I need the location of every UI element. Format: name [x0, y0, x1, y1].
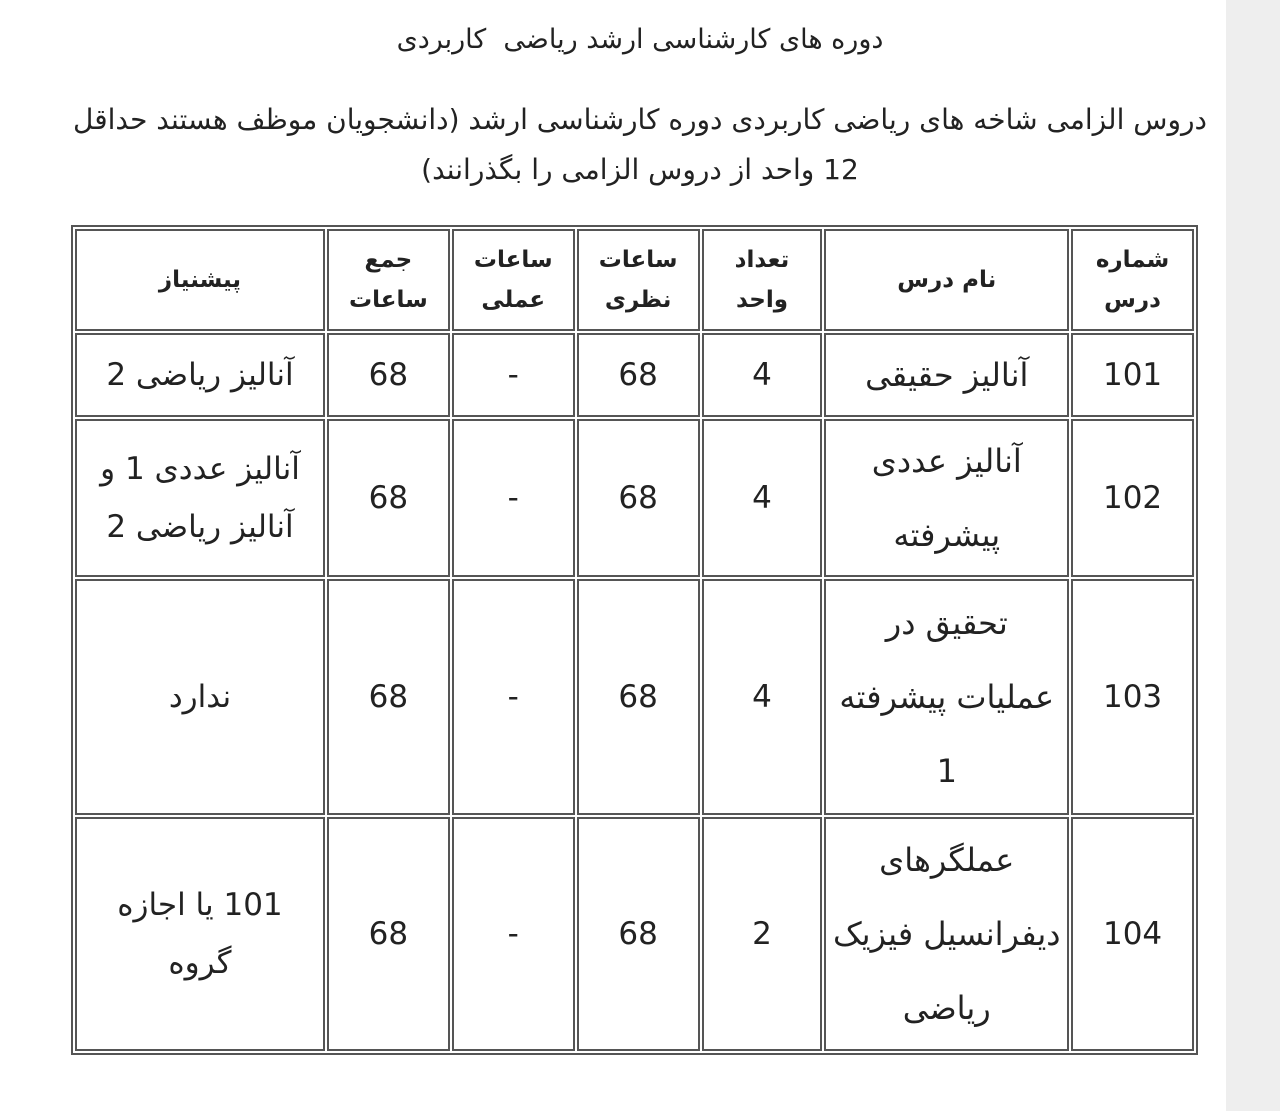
practical-hours-cell: - [452, 333, 575, 417]
header-prerequisite: پیشنیاز [75, 229, 325, 331]
header-total-hours: جمع ساعات [327, 229, 450, 331]
theory-hours-cell: 68 [577, 333, 700, 417]
header-units: تعداد واحد [702, 229, 823, 331]
course-name-cell: آنالیز حقیقی [824, 333, 1069, 417]
header-course-number: شماره درس [1071, 229, 1194, 331]
table-row [75, 817, 1194, 1051]
course-number-cell: 102 [1071, 419, 1194, 577]
scroll-margin-strip [1226, 0, 1280, 1111]
prerequisite-cell: آنالیز ریاضی 2 [75, 333, 325, 417]
header-practical-hours: ساعات عملی [452, 229, 575, 331]
theory-hours-cell: 68 [577, 817, 700, 1051]
theory-hours-cell: 68 [577, 419, 700, 577]
prerequisite-cell: ندارد [75, 579, 325, 815]
practical-hours-cell: - [452, 419, 575, 577]
prerequisite-cell: 101 یا اجازه گروه [75, 817, 325, 1051]
total-hours-cell: 68 [327, 817, 450, 1051]
theory-hours-cell: 68 [577, 579, 700, 815]
course-name-cell: تحقیق در عملیات پیشرفته 1 [824, 579, 1069, 815]
course-number-cell: 104 [1071, 817, 1194, 1051]
document-title: دوره های کارشناسی ارشد ریاضی کاربردی [396, 24, 884, 55]
table-header-row [75, 229, 1194, 331]
units-cell: 4 [702, 333, 823, 417]
header-theory-hours: ساعات نظری [577, 229, 700, 331]
units-cell: 2 [702, 817, 823, 1051]
course-number-cell: 103 [1071, 579, 1194, 815]
practical-hours-cell: - [452, 817, 575, 1051]
header-course-name: نام درس [824, 229, 1069, 331]
course-name-cell: آنالیز عددی پیشرفته [824, 419, 1069, 577]
required-courses-table [71, 225, 1198, 1055]
table-row [75, 579, 1194, 815]
practical-hours-cell: - [452, 579, 575, 815]
intro-paragraph: دروس الزامی شاخه های ریاضی کاربردی دوره کارشناسی ارشد (دانشجویان موظف هستند حداقل 12 واحد از دروس الزامی را بگذرانند) [73, 103, 1207, 186]
course-number-cell: 101 [1071, 333, 1194, 417]
prerequisite-cell: آنالیز عددی 1 و آنالیز ریاضی 2 [75, 419, 325, 577]
units-cell: 4 [702, 419, 823, 577]
total-hours-cell: 68 [327, 333, 450, 417]
total-hours-cell: 68 [327, 419, 450, 577]
course-name-cell: عملگرهای دیفرانسیل فیزیک ریاضی [824, 817, 1069, 1051]
total-hours-cell: 68 [327, 579, 450, 815]
table-row [75, 333, 1194, 417]
table-row [75, 419, 1194, 577]
units-cell: 4 [702, 579, 823, 815]
